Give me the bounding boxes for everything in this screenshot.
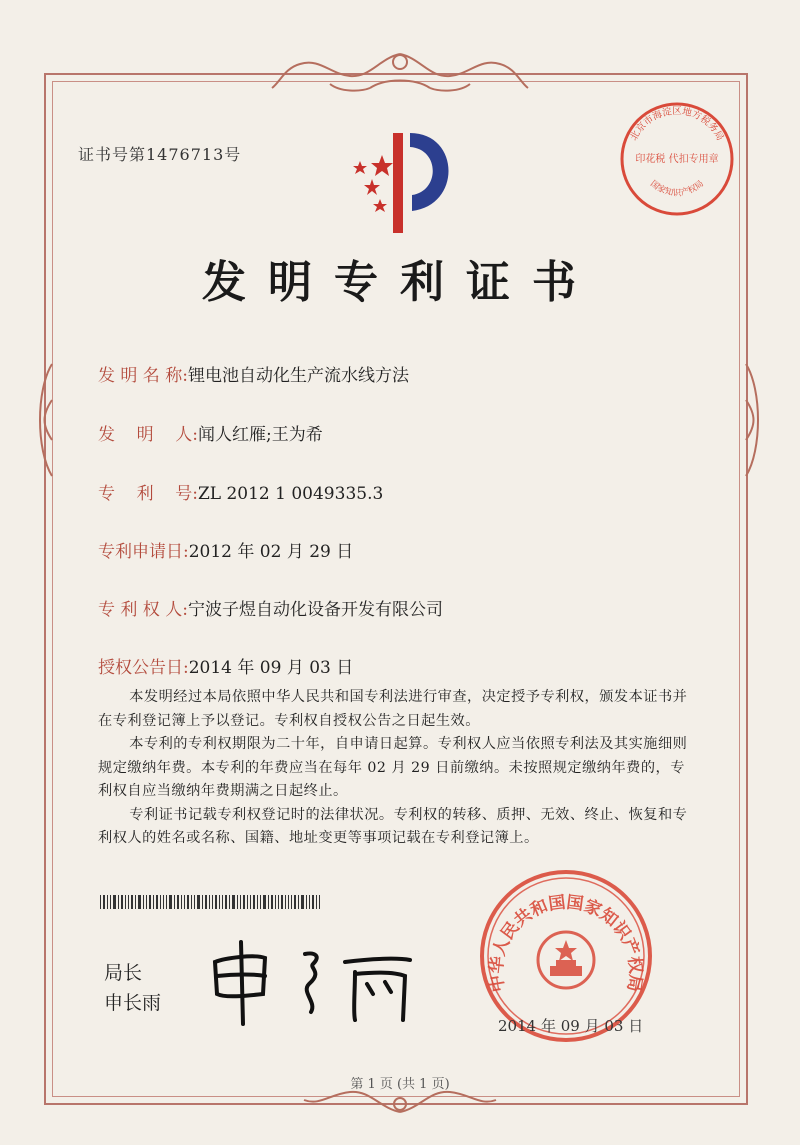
seal-date: 2014 年 09 月 03 日 bbox=[498, 1017, 644, 1035]
barcode-bar bbox=[143, 895, 144, 909]
barcode-bar bbox=[160, 895, 161, 909]
barcode-bar bbox=[177, 895, 179, 909]
barcode-bar bbox=[247, 895, 248, 909]
barcode-bar bbox=[232, 895, 235, 909]
barcode-bar bbox=[309, 895, 310, 909]
barcode-bar bbox=[306, 895, 307, 909]
grant-date-label: 授权公告日: bbox=[98, 658, 189, 678]
barcode-bar bbox=[100, 895, 101, 909]
patent-number-value: ZL 2012 1 0049335.3 bbox=[197, 484, 384, 504]
barcode-bar bbox=[135, 895, 136, 909]
barcode-bar bbox=[229, 895, 230, 909]
barcode-bar bbox=[316, 895, 317, 909]
certificate-title: 发明专利证书 bbox=[202, 257, 598, 308]
certificate-body bbox=[98, 686, 698, 851]
barcode-bar bbox=[121, 895, 123, 909]
barcode-bar bbox=[153, 895, 154, 909]
body-paragraph-1: 本发明经过本局依照中华人民共和国专利法进行审查，决定授予专利权，颁发本证书并在专利登记簿上予以登记。专利权自授权公告之日起生效。 bbox=[98, 689, 688, 729]
left-ornament bbox=[30, 360, 60, 480]
barcode-bar bbox=[271, 895, 273, 909]
barcode-bar bbox=[174, 895, 175, 909]
application-date-row bbox=[98, 537, 353, 562]
barcode-bar bbox=[275, 895, 276, 909]
tax-stamp-bottom-text: 国家知识产权局 bbox=[648, 178, 706, 199]
barcode-bar bbox=[156, 895, 158, 909]
signature-title: 局长 bbox=[104, 962, 143, 984]
inventor-row bbox=[98, 420, 323, 445]
barcode-bar bbox=[215, 895, 217, 909]
barcode-bar bbox=[257, 895, 258, 909]
patent-office-logo-icon bbox=[340, 125, 460, 240]
barcode-bar bbox=[225, 895, 227, 909]
barcode-bar bbox=[202, 895, 203, 909]
barcode-bar bbox=[146, 895, 147, 909]
barcode-bar bbox=[253, 895, 255, 909]
barcode-bar bbox=[243, 895, 245, 909]
inventor-label: 发 明 人: bbox=[98, 425, 198, 445]
barcode-bar bbox=[149, 895, 151, 909]
barcode-bar bbox=[194, 895, 195, 909]
grant-date-row bbox=[98, 653, 353, 678]
svg-text:北京市海淀区地方税务局 bbox=[628, 105, 726, 143]
barcode-bar bbox=[312, 895, 314, 909]
barcode-bar bbox=[319, 895, 320, 909]
right-ornament bbox=[738, 360, 768, 480]
body-paragraph-2: 本专利的专利权期限为二十年，自申请日起算。专利权人应当依照专利法及其实施细则规定缴纳年费。本专利的年费应当在每年 02 月 29 日前缴纳。未按照规定缴纳年费的，专利权自应当缴纳年费期满之日起终止。 bbox=[98, 736, 688, 799]
application-date-label: 专利申请日: bbox=[98, 542, 189, 562]
inventor-value: 闻人红雁;王为希 bbox=[197, 425, 323, 445]
barcode-bar bbox=[260, 895, 261, 909]
barcode-bar bbox=[118, 895, 119, 909]
tax-stamp-outer-text: 北京市海淀区地方税务局 bbox=[628, 106, 726, 143]
barcode-bar bbox=[250, 895, 251, 909]
barcode-bar bbox=[181, 895, 182, 909]
tax-stamp-center-text: 印花税 代扣专用章 bbox=[635, 154, 719, 165]
barcode-bar bbox=[209, 895, 210, 909]
barcode-bar bbox=[107, 895, 108, 909]
top-ornament bbox=[270, 48, 530, 98]
barcode-bar bbox=[291, 895, 292, 909]
national-emblem-icon bbox=[538, 932, 594, 988]
barcode-bar bbox=[263, 895, 266, 909]
barcode-bar bbox=[219, 895, 220, 909]
barcode-bar bbox=[268, 895, 269, 909]
barcode-bar bbox=[197, 895, 200, 909]
patent-number-row bbox=[98, 479, 383, 504]
barcode-bar bbox=[212, 895, 213, 909]
barcode-bar bbox=[298, 895, 299, 909]
invention-name-row bbox=[98, 361, 409, 386]
grant-date-value: 2014 年 09 月 03 日 bbox=[188, 658, 354, 678]
body-paragraph-3: 专利证书记载专利权登记时的法律状况。专利权的转移、质押、无效、终止、恢复和专利权人的姓名或名称、国籍、地址变更等事项记载在专利登记簿上。 bbox=[98, 806, 688, 846]
barcode-bar bbox=[128, 895, 129, 909]
patentee-label: 专 利 权 人: bbox=[98, 600, 188, 620]
barcode-bar bbox=[187, 895, 189, 909]
barcode-bar bbox=[222, 895, 223, 909]
barcode-bar bbox=[138, 895, 141, 909]
patentee-value: 宁波子煜自动化设备开发有限公司 bbox=[187, 600, 443, 620]
barcode-bar bbox=[103, 895, 105, 909]
seal-text: 中华人民共和国国家知识产权局 bbox=[486, 892, 646, 994]
certificate-number: 证书号第1476713号 bbox=[78, 145, 242, 164]
barcode-bar bbox=[131, 895, 133, 909]
barcode-bar bbox=[301, 895, 304, 909]
patent-number-label: 专 利 号: bbox=[98, 484, 198, 504]
barcode-bar bbox=[191, 895, 192, 909]
barcode-bar bbox=[237, 895, 238, 909]
svg-text:国家知识产权局 bbox=[648, 179, 706, 198]
barcode bbox=[100, 895, 322, 909]
barcode-bar bbox=[205, 895, 207, 909]
barcode-bar bbox=[169, 895, 172, 909]
barcode-bar bbox=[294, 895, 296, 909]
barcode-bar bbox=[285, 895, 286, 909]
barcode-bar bbox=[281, 895, 283, 909]
invention-name-value: 锂电池自动化生产流水线方法 bbox=[187, 366, 409, 386]
barcode-bar bbox=[184, 895, 185, 909]
application-date-value: 2012 年 02 月 29 日 bbox=[188, 542, 354, 562]
tax-stamp bbox=[618, 100, 736, 218]
barcode-bar bbox=[113, 895, 116, 909]
barcode-bar bbox=[240, 895, 241, 909]
barcode-bar bbox=[278, 895, 279, 909]
invention-name-label: 发 明 名 称: bbox=[98, 366, 188, 386]
signature-name: 申长雨 bbox=[104, 992, 162, 1014]
barcode-bar bbox=[166, 895, 167, 909]
handwritten-signature bbox=[205, 932, 420, 1027]
barcode-bar bbox=[163, 895, 164, 909]
page-footer: 第 1 页 (共 1 页) bbox=[350, 1077, 450, 1092]
barcode-bar bbox=[110, 895, 111, 909]
barcode-bar bbox=[288, 895, 289, 909]
barcode-bar bbox=[125, 895, 126, 909]
patentee-row bbox=[98, 595, 443, 620]
